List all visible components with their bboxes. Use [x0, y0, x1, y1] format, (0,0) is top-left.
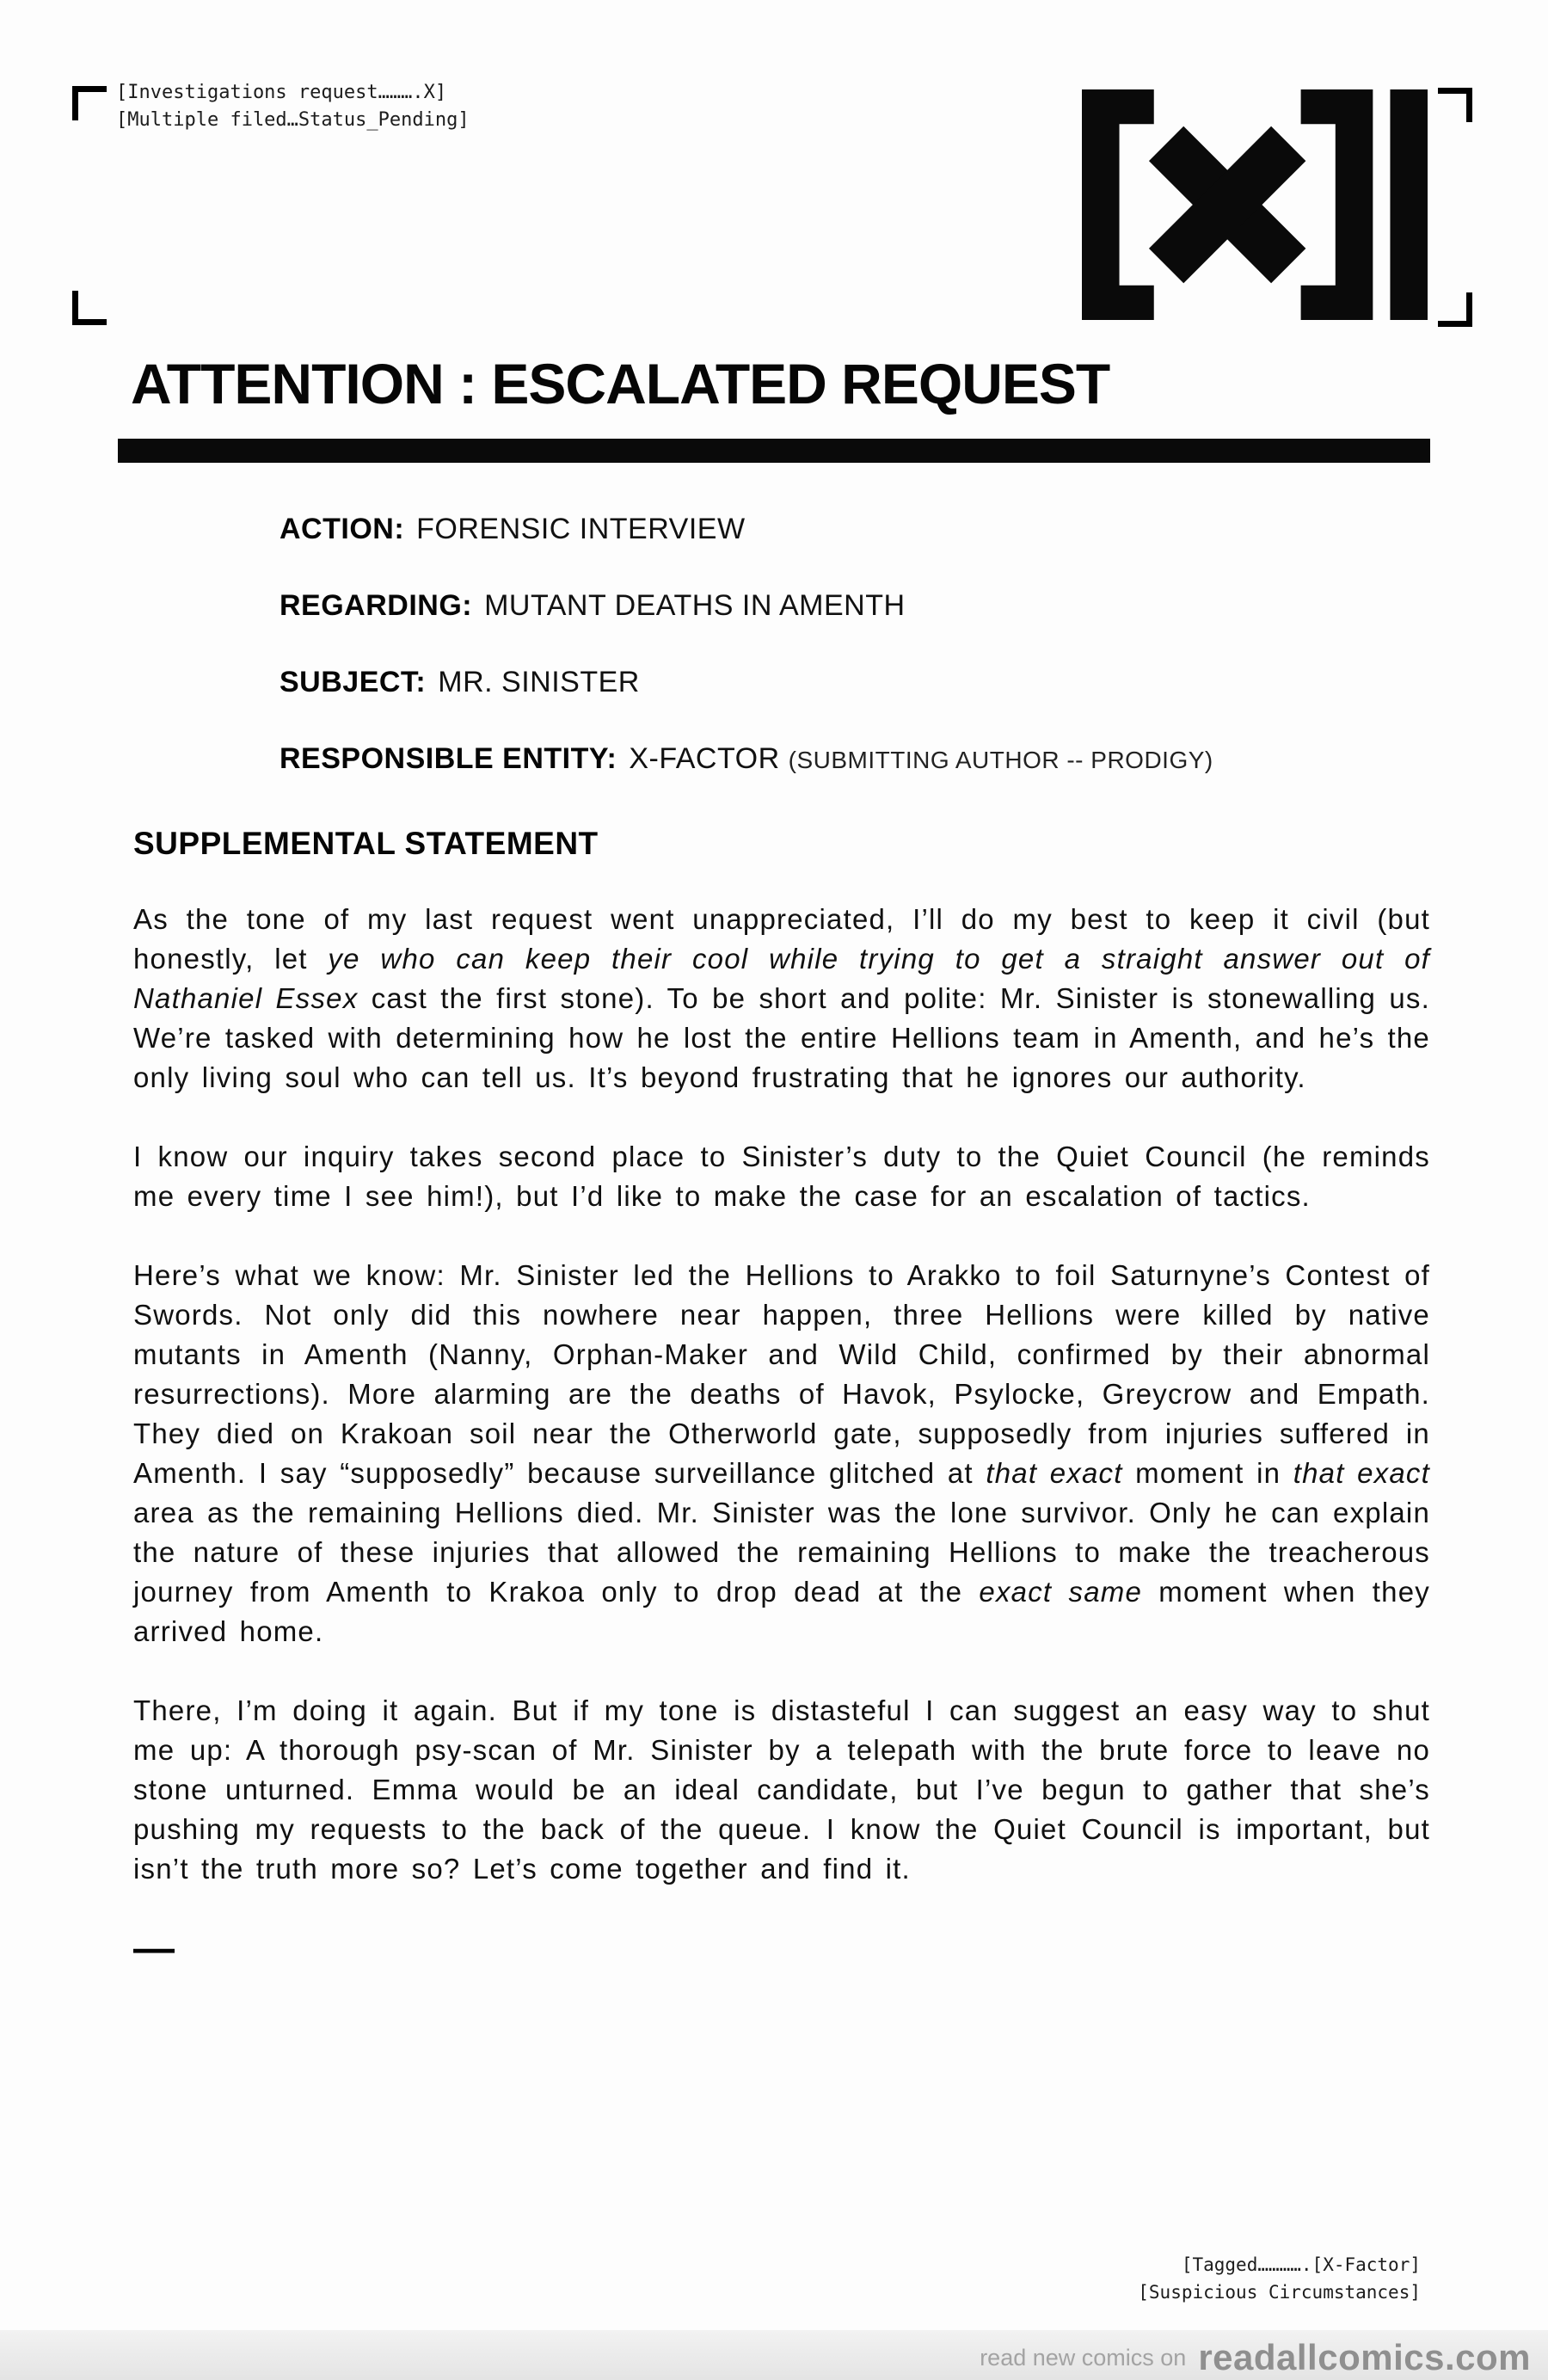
corner-bracket-top-right — [1438, 88, 1472, 122]
x-insignia-icon — [1082, 89, 1428, 320]
watermark-site: readallcomics.com — [1198, 2337, 1531, 2377]
paragraph-text: There, I’m doing it again. But if my tone is distasteful I can suggest an easy way to shut me up: A thorough psy-scan of Mr. Sinister by a telepath with the brute force to leave no stone unturned. Emma would be an ideal candidate, but I’ve begun to gather that she’s pushing my requests to the back of the queue. I know the Quiet Council is important, but isn’t the truth more so? Let’s come together and find it. — [133, 1694, 1430, 1885]
field-responsible-entity-label: RESPONSIBLE ENTITY: — [280, 742, 617, 775]
document-content — [0, 351, 1548, 1970]
corner-bracket-top-left — [72, 86, 107, 120]
paragraph-text: Here’s what we know: Mr. Sinister led the Hellions to Arakko to foil Saturnyne’s Contest of Swords. Not only did this nowhere near happen, three Hellions were killed by native mutants in Amenth (Nanny, Orphan-Maker and Wild Child, confirmed by their abnormal resurrections). More alarming are the deaths of Havok, Psylocke, Greycrow and Empath. They died on Krakoan soil near the Otherworld gate, supposedly from injuries suffered in Amenth. I say “supposedly” because surveillance glitched at — [133, 1259, 1430, 1489]
field-subject-value: MR. SINISTER — [438, 666, 640, 698]
paragraph-text-italic: exact same — [979, 1576, 1143, 1608]
corner-bracket-bottom-left — [72, 291, 107, 325]
sign-off-dash: — — [133, 1926, 175, 1971]
paragraph-text: area as the remaining Hellions died. Mr. Sinister was the lone survivor. Only he can explain the nature of these injuries that allowed the remaining Hellions to make the treacherous journey from Amenth to Krakoa only to drop dead at the — [133, 1497, 1430, 1608]
x-insignia-logo — [1082, 89, 1428, 320]
field-action — [280, 513, 1548, 546]
paragraph-text: As the tone of my last request went unappreciated, I’ll do my best to keep it civil (but honestly, let — [133, 903, 1430, 975]
title-divider-bar — [118, 439, 1430, 463]
field-subject-label: SUBJECT: — [280, 666, 427, 698]
field-regarding — [280, 589, 1548, 623]
watermark-strip — [0, 2330, 1548, 2380]
statement-body — [133, 900, 1430, 1889]
statement-heading: SUPPLEMENTAL STATEMENT — [133, 826, 599, 861]
file-meta — [116, 79, 470, 134]
corner-bracket-bottom-right — [1438, 292, 1472, 327]
field-regarding-value: MUTANT DEATHS IN AMENTH — [484, 589, 906, 622]
file-meta-line-1: [Investigations request……….X] — [116, 82, 447, 103]
field-action-value: FORENSIC INTERVIEW — [416, 513, 746, 545]
footer-tag-line-2: [Suspicious Circumstances] — [1138, 2281, 1421, 2303]
statement-paragraph-4 — [133, 1691, 1430, 1889]
paragraph-text: I know our inquiry takes second place to Sinister’s duty to the Quiet Council (he reminds me every time I see him!), but I’d like to make the case for an escalation of tactics. — [133, 1141, 1430, 1212]
field-regarding-label: REGARDING: — [280, 589, 473, 622]
statement-paragraph-2 — [133, 1137, 1430, 1216]
paragraph-text-italic: ye who can keep their cool while trying to get a straight answer out of Nathaniel Essex — [133, 943, 1431, 1014]
field-action-label: ACTION: — [280, 513, 405, 545]
statement-paragraph-3 — [133, 1256, 1430, 1651]
field-responsible-entity — [280, 742, 1548, 776]
page-title: ATTENTION : ESCALATED REQUEST — [131, 352, 1110, 415]
paragraph-text-italic: that exact — [1293, 1457, 1430, 1489]
paragraph-text: moment in — [1122, 1457, 1293, 1489]
paragraph-text: cast the first stone). To be short and polite: Mr. Sinister is stonewalling us. We’re tasked with determining how he lost the entire Hellions team in Amenth, and he’s the only living soul who can tell us. It’s beyond frustrating that he ignores our authority. — [133, 982, 1430, 1093]
statement-paragraph-1 — [133, 900, 1430, 1098]
field-responsible-entity-note: (SUBMITTING AUTHOR -- PRODIGY) — [788, 747, 1213, 773]
field-responsible-entity-value: X-FACTOR — [629, 742, 780, 775]
paragraph-text: moment when they arrived home. — [133, 1576, 1430, 1647]
field-subject — [280, 666, 1548, 699]
footer-tags — [1138, 2252, 1421, 2306]
request-fields — [280, 513, 1548, 776]
footer-tag-line-1: [Tagged………….[X-Factor] — [1181, 2254, 1421, 2275]
file-meta-line-2: [Multiple filed…Status_Pending] — [116, 108, 470, 131]
paragraph-text-italic: that exact — [986, 1457, 1123, 1489]
watermark-prefix: read new comics on — [980, 2345, 1187, 2371]
